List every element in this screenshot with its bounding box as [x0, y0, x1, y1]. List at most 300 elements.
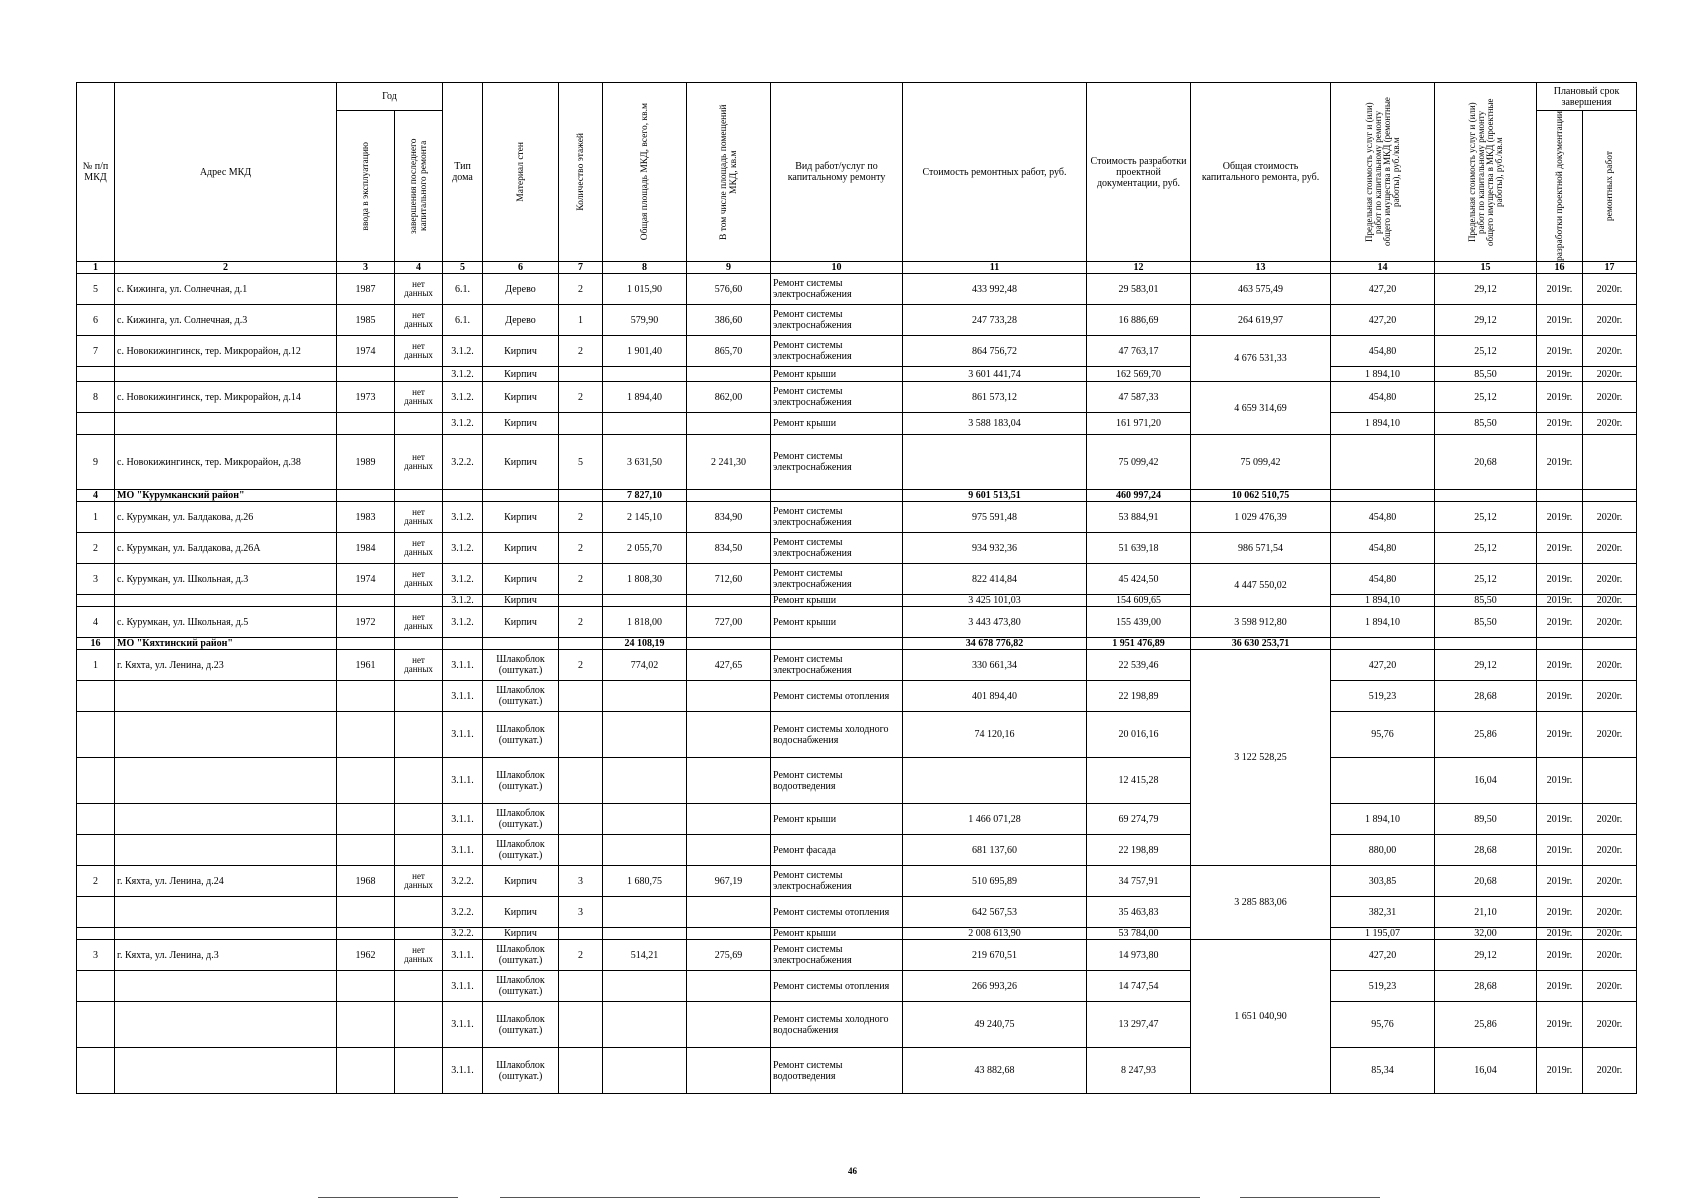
table-cell: 29,12 — [1435, 305, 1537, 336]
table-cell: 3.1.1. — [443, 835, 483, 866]
table-cell: 967,19 — [687, 866, 771, 897]
table-cell: 2020г. — [1583, 564, 1637, 595]
table-cell: Кирпич — [483, 367, 559, 382]
table-cell: 433 992,48 — [903, 274, 1087, 305]
empty-cell — [603, 413, 687, 435]
table-cell: 1974 — [337, 336, 395, 367]
table-cell: 3.1.1. — [443, 1048, 483, 1094]
footer-divider — [500, 1197, 1200, 1198]
empty-cell — [603, 712, 687, 758]
table-cell: 2 — [559, 502, 603, 533]
table-cell: 3.1.2. — [443, 382, 483, 413]
empty-cell — [687, 595, 771, 607]
header-total-cost: Общая стоимость капитального ремонта, руб. — [1191, 83, 1331, 262]
empty-cell — [559, 367, 603, 382]
table-cell: Ремонт системы электроснабжения — [771, 382, 903, 413]
table-cell: 89,50 — [1435, 804, 1537, 835]
table-cell: 7 827,10 — [603, 490, 687, 502]
table-cell: 934 932,36 — [903, 533, 1087, 564]
table-cell: 1 894,10 — [1331, 367, 1435, 382]
table-cell: 2 — [559, 274, 603, 305]
table-cell: 1 951 476,89 — [1087, 638, 1191, 650]
table-cell: 2019г. — [1537, 897, 1583, 928]
table-cell: 3.1.1. — [443, 804, 483, 835]
table-cell: 28,68 — [1435, 835, 1537, 866]
table-cell: 6.1. — [443, 305, 483, 336]
table-cell: 22 539,46 — [1087, 650, 1191, 681]
table-cell: Ремонт системы электроснабжения — [771, 336, 903, 367]
table-cell: Ремонт крыши — [771, 595, 903, 607]
table-cell: Ремонт системы электроснабжения — [771, 940, 903, 971]
table-cell: 161 971,20 — [1087, 413, 1191, 435]
empty-cell — [603, 681, 687, 712]
table-cell: 727,00 — [687, 607, 771, 638]
table-cell: 2020г. — [1583, 971, 1637, 1002]
table-cell: 2 — [559, 607, 603, 638]
table-cell: 162 569,70 — [1087, 367, 1191, 382]
table-cell: 1968 — [337, 866, 395, 897]
table-cell: 8 — [77, 382, 115, 413]
table-cell: 1 651 040,90 — [1191, 940, 1331, 1094]
empty-cell — [395, 804, 443, 835]
table-cell: 9 — [77, 435, 115, 490]
table-cell: 454,80 — [1331, 382, 1435, 413]
table-cell: 74 120,16 — [903, 712, 1087, 758]
empty-cell — [1583, 758, 1637, 804]
table-cell: 2020г. — [1583, 835, 1637, 866]
table-cell: 29,12 — [1435, 940, 1537, 971]
capital-repair-table — [76, 82, 1637, 1094]
table-cell: 4 659 314,69 — [1191, 382, 1331, 435]
table-cell: 2019г. — [1537, 382, 1583, 413]
table-cell: 53 784,00 — [1087, 928, 1191, 940]
table-cell: 69 274,79 — [1087, 804, 1191, 835]
table-cell: 3 — [337, 262, 395, 274]
table-cell: 3.1.2. — [443, 564, 483, 595]
table-cell: 3.2.2. — [443, 897, 483, 928]
empty-cell — [337, 804, 395, 835]
table-cell: 460 997,24 — [1087, 490, 1191, 502]
empty-cell — [115, 835, 337, 866]
table-cell: 95,76 — [1331, 1002, 1435, 1048]
table-cell: 154 609,65 — [1087, 595, 1191, 607]
empty-cell — [395, 835, 443, 866]
table-cell: Ремонт системы отопления — [771, 971, 903, 1002]
header-work-type: Вид работ/услуг по капитальному ремонту — [771, 83, 903, 262]
table-cell: 4 — [395, 262, 443, 274]
empty-cell — [603, 928, 687, 940]
table-cell: 2 — [559, 533, 603, 564]
table-cell: 12 — [1087, 262, 1191, 274]
table-cell: 2 — [559, 382, 603, 413]
table-cell: Кирпич — [483, 928, 559, 940]
table-cell: Шлакоблок (оштукат.) — [483, 681, 559, 712]
table-row — [77, 712, 1637, 758]
table-cell: 25,12 — [1435, 382, 1537, 413]
empty-cell — [603, 758, 687, 804]
table-cell: Шлакоблок (оштукат.) — [483, 940, 559, 971]
header-last-repair-year: завершения последнего капитального ремонта — [395, 111, 443, 262]
empty-cell — [1583, 638, 1637, 650]
empty-cell — [559, 1002, 603, 1048]
table-cell: 1 029 476,39 — [1191, 502, 1331, 533]
table-cell: 20,68 — [1435, 435, 1537, 490]
table-cell: Шлакоблок (оштукат.) — [483, 1002, 559, 1048]
empty-cell — [687, 490, 771, 502]
table-cell: 386,60 — [687, 305, 771, 336]
table-cell: 1 894,40 — [603, 382, 687, 413]
table-cell: 2020г. — [1583, 607, 1637, 638]
table-cell: 29,12 — [1435, 650, 1537, 681]
table-cell: 579,90 — [603, 305, 687, 336]
table-cell: Ремонт системы отопления — [771, 897, 903, 928]
empty-cell — [603, 1002, 687, 1048]
table-cell: 1 894,10 — [1331, 804, 1435, 835]
table-cell: 2020г. — [1583, 413, 1637, 435]
empty-cell — [115, 897, 337, 928]
table-cell: 3.1.1. — [443, 712, 483, 758]
table-cell: 34 757,91 — [1087, 866, 1191, 897]
table-row — [77, 835, 1637, 866]
empty-cell — [903, 758, 1087, 804]
table-cell: 47 763,17 — [1087, 336, 1191, 367]
table-cell: 2019г. — [1537, 595, 1583, 607]
empty-cell — [395, 490, 443, 502]
empty-cell — [77, 758, 115, 804]
table-cell: 2019г. — [1537, 712, 1583, 758]
empty-cell — [687, 1002, 771, 1048]
table-cell: 3 598 912,80 — [1191, 607, 1331, 638]
empty-cell — [337, 595, 395, 607]
table-cell: нет данных — [395, 650, 443, 681]
table-cell: 16 — [1537, 262, 1583, 274]
table-cell: 25,12 — [1435, 533, 1537, 564]
empty-cell — [603, 835, 687, 866]
empty-cell — [395, 712, 443, 758]
table-cell: 22 198,89 — [1087, 681, 1191, 712]
table-cell: 3.1.2. — [443, 336, 483, 367]
table-cell: 2020г. — [1583, 897, 1637, 928]
empty-cell — [559, 971, 603, 1002]
table-row — [77, 940, 1637, 971]
empty-cell — [337, 681, 395, 712]
table-row — [77, 595, 1637, 607]
table-cell: 2019г. — [1537, 305, 1583, 336]
empty-cell — [395, 897, 443, 928]
table-cell: Кирпич — [483, 435, 559, 490]
empty-cell — [687, 758, 771, 804]
table-cell: 2020г. — [1583, 712, 1637, 758]
table-cell: 2 — [559, 940, 603, 971]
table-cell: 454,80 — [1331, 336, 1435, 367]
table-cell: 2020г. — [1583, 940, 1637, 971]
empty-cell — [115, 367, 337, 382]
table-cell: 862,00 — [687, 382, 771, 413]
table-cell: 3 — [559, 866, 603, 897]
table-cell: 13 — [1191, 262, 1331, 274]
table-cell: 10 — [771, 262, 903, 274]
table-cell: Ремонт системы холодного водоснабжения — [771, 712, 903, 758]
subtotal-row — [77, 490, 1637, 502]
table-cell: нет данных — [395, 382, 443, 413]
table-cell: 1983 — [337, 502, 395, 533]
table-cell: Ремонт системы электроснабжения — [771, 533, 903, 564]
empty-cell — [395, 681, 443, 712]
header-total-area: Общая площадь МКД, всего, кв.м — [603, 83, 687, 262]
table-cell: Ремонт крыши — [771, 928, 903, 940]
table-cell: Ремонт системы водоотведения — [771, 1048, 903, 1094]
table-cell: Кирпич — [483, 897, 559, 928]
table-cell: 2019г. — [1537, 413, 1583, 435]
table-cell: 3.1.2. — [443, 533, 483, 564]
empty-cell — [903, 435, 1087, 490]
empty-cell — [559, 835, 603, 866]
table-cell: 20,68 — [1435, 866, 1537, 897]
empty-cell — [77, 681, 115, 712]
table-cell: с. Курумкан, ул. Балдакова, д.26 — [115, 502, 337, 533]
table-cell: с. Новокижингинск, тер. Микрорайон, д.14 — [115, 382, 337, 413]
table-cell: 2019г. — [1537, 1002, 1583, 1048]
table-cell: 1974 — [337, 564, 395, 595]
table-cell: 986 571,54 — [1191, 533, 1331, 564]
empty-cell — [1583, 435, 1637, 490]
table-cell: 11 — [903, 262, 1087, 274]
table-cell: 16 — [77, 638, 115, 650]
table-row — [77, 1002, 1637, 1048]
empty-cell — [77, 1002, 115, 1048]
table-row — [77, 804, 1637, 835]
table-cell: Кирпич — [483, 502, 559, 533]
table-cell: 12 415,28 — [1087, 758, 1191, 804]
table-cell: 5 — [77, 274, 115, 305]
table-cell: 2019г. — [1537, 650, 1583, 681]
table-cell: 2020г. — [1583, 1048, 1637, 1094]
empty-cell — [603, 897, 687, 928]
header-plan-group: Плановый срок завершения — [1537, 83, 1637, 111]
empty-cell — [687, 638, 771, 650]
table-cell: 3.1.1. — [443, 681, 483, 712]
table-cell: 16 886,69 — [1087, 305, 1191, 336]
table-cell: 2019г. — [1537, 435, 1583, 490]
table-cell: с. Кижинга, ул. Солнечная, д.3 — [115, 305, 337, 336]
table-cell: нет данных — [395, 305, 443, 336]
table-cell: Кирпич — [483, 533, 559, 564]
table-cell: 75 099,42 — [1191, 435, 1331, 490]
table-cell: 2020г. — [1583, 595, 1637, 607]
table-cell: 3.1.1. — [443, 650, 483, 681]
table-cell: 34 678 776,82 — [903, 638, 1087, 650]
table-cell: 6 — [483, 262, 559, 274]
table-cell: г. Кяхта, ул. Ленина, д.3 — [115, 940, 337, 971]
table-cell: Шлакоблок (оштукат.) — [483, 1048, 559, 1094]
table-cell: 29 583,01 — [1087, 274, 1191, 305]
empty-cell — [1331, 758, 1435, 804]
empty-cell — [1583, 490, 1637, 502]
table-cell: Шлакоблок (оштукат.) — [483, 804, 559, 835]
table-cell: 1989 — [337, 435, 395, 490]
table-cell: 2 — [77, 533, 115, 564]
table-cell: 9 601 513,51 — [903, 490, 1087, 502]
empty-cell — [1435, 638, 1537, 650]
empty-cell — [1331, 638, 1435, 650]
table-cell: Кирпич — [483, 607, 559, 638]
table-cell: 3 425 101,03 — [903, 595, 1087, 607]
table-cell: 1 808,30 — [603, 564, 687, 595]
empty-cell — [115, 758, 337, 804]
empty-cell — [115, 595, 337, 607]
empty-cell — [443, 490, 483, 502]
empty-cell — [559, 804, 603, 835]
table-cell: 519,23 — [1331, 681, 1435, 712]
table-cell: 427,20 — [1331, 940, 1435, 971]
table-cell: нет данных — [395, 336, 443, 367]
table-cell: 3 122 528,25 — [1191, 650, 1331, 866]
table-cell: Ремонт системы водоотведения — [771, 758, 903, 804]
table-cell: Кирпич — [483, 564, 559, 595]
empty-cell — [115, 712, 337, 758]
table-cell: 3.2.2. — [443, 928, 483, 940]
table-cell: 1 015,90 — [603, 274, 687, 305]
header-plan-repair: ремонтных работ — [1583, 111, 1637, 262]
table-cell: 1985 — [337, 305, 395, 336]
table-cell: 642 567,53 — [903, 897, 1087, 928]
table-cell: Шлакоблок (оштукат.) — [483, 758, 559, 804]
empty-cell — [115, 1048, 337, 1094]
empty-cell — [395, 413, 443, 435]
table-cell: нет данных — [395, 866, 443, 897]
table-cell: 49 240,75 — [903, 1002, 1087, 1048]
table-cell: 2 008 613,90 — [903, 928, 1087, 940]
header-limit-design: Предельная стоимость услуг и (или) работ по капитальному ремонту общего имущества в МКД (проектные работы), руб./кв.м — [1435, 83, 1537, 262]
empty-cell — [687, 804, 771, 835]
table-cell: 6 — [77, 305, 115, 336]
empty-cell — [603, 595, 687, 607]
empty-cell — [337, 712, 395, 758]
table-cell: 247 733,28 — [903, 305, 1087, 336]
table-cell: 7 — [559, 262, 603, 274]
empty-cell — [77, 1048, 115, 1094]
table-cell: 2019г. — [1537, 1048, 1583, 1094]
table-cell: 865,70 — [687, 336, 771, 367]
table-cell: 85,50 — [1435, 413, 1537, 435]
table-cell: 14 747,54 — [1087, 971, 1191, 1002]
empty-cell — [687, 413, 771, 435]
empty-cell — [687, 897, 771, 928]
table-cell: 861 573,12 — [903, 382, 1087, 413]
table-cell: 4 — [77, 607, 115, 638]
header-floors: Количество этажей — [559, 83, 603, 262]
table-cell: с. Новокижингинск, тер. Микрорайон, д.38 — [115, 435, 337, 490]
empty-cell — [559, 758, 603, 804]
empty-cell — [483, 490, 559, 502]
table-cell: 7 — [77, 336, 115, 367]
table-cell: 28,68 — [1435, 681, 1537, 712]
table-cell: 2020г. — [1583, 804, 1637, 835]
empty-cell — [337, 971, 395, 1002]
table-cell: 2020г. — [1583, 274, 1637, 305]
table-cell: 1984 — [337, 533, 395, 564]
table-cell: 20 016,16 — [1087, 712, 1191, 758]
empty-cell — [1435, 490, 1537, 502]
table-cell: 454,80 — [1331, 564, 1435, 595]
empty-cell — [559, 1048, 603, 1094]
table-cell: 3.1.1. — [443, 758, 483, 804]
table-cell: 1 894,10 — [1331, 607, 1435, 638]
header-number: № п/п МКД — [77, 83, 115, 262]
table-row — [77, 382, 1637, 413]
table-cell: 834,90 — [687, 502, 771, 533]
table-cell: 95,76 — [1331, 712, 1435, 758]
table-row — [77, 928, 1637, 940]
table-cell: 427,20 — [1331, 305, 1435, 336]
empty-cell — [115, 681, 337, 712]
table-cell: Ремонт системы электроснабжения — [771, 502, 903, 533]
empty-cell — [77, 928, 115, 940]
header-house-type: Тип дома — [443, 83, 483, 262]
table-cell: МО "Курумканский район" — [115, 490, 337, 502]
table-cell: г. Кяхта, ул. Ленина, д.23 — [115, 650, 337, 681]
table-cell: 2020г. — [1583, 305, 1637, 336]
table-cell: 1973 — [337, 382, 395, 413]
empty-cell — [559, 490, 603, 502]
empty-cell — [395, 367, 443, 382]
table-cell: 2020г. — [1583, 336, 1637, 367]
table-cell: 8 247,93 — [1087, 1048, 1191, 1094]
empty-cell — [559, 928, 603, 940]
empty-cell — [77, 897, 115, 928]
empty-cell — [77, 413, 115, 435]
table-cell: 9 — [687, 262, 771, 274]
table-cell: 2 145,10 — [603, 502, 687, 533]
table-cell: 25,12 — [1435, 502, 1537, 533]
table-cell: 85,50 — [1435, 367, 1537, 382]
empty-cell — [77, 595, 115, 607]
table-cell: с. Курумкан, ул. Школьная, д.3 — [115, 564, 337, 595]
empty-cell — [1537, 638, 1583, 650]
table-cell: с. Курумкан, ул. Школьная, д.5 — [115, 607, 337, 638]
empty-cell — [395, 1048, 443, 1094]
table-cell: 3 443 473,80 — [903, 607, 1087, 638]
empty-cell — [337, 758, 395, 804]
empty-cell — [603, 804, 687, 835]
table-cell: нет данных — [395, 940, 443, 971]
table-cell: Шлакоблок (оштукат.) — [483, 835, 559, 866]
table-cell: 22 198,89 — [1087, 835, 1191, 866]
table-cell: 2 055,70 — [603, 533, 687, 564]
empty-cell — [337, 490, 395, 502]
table-cell: 2019г. — [1537, 367, 1583, 382]
table-cell: 1 195,07 — [1331, 928, 1435, 940]
table-cell: 681 137,60 — [903, 835, 1087, 866]
table-cell: 3 631,50 — [603, 435, 687, 490]
table-cell: 1 894,10 — [1331, 413, 1435, 435]
empty-cell — [687, 928, 771, 940]
table-row — [77, 564, 1637, 595]
table-cell: 1 680,75 — [603, 866, 687, 897]
table-cell: 45 424,50 — [1087, 564, 1191, 595]
header-limit-repair: Предельная стоимость услуг и (или) работ по капитальному ремонту общего имущества в МКД (ремонтные работы), руб./кв.м — [1331, 83, 1435, 262]
table-cell: Шлакоблок (оштукат.) — [483, 712, 559, 758]
table-cell: 32,00 — [1435, 928, 1537, 940]
table-cell: 975 591,48 — [903, 502, 1087, 533]
table-cell: 2019г. — [1537, 533, 1583, 564]
empty-cell — [115, 804, 337, 835]
table-cell: 1987 — [337, 274, 395, 305]
table-cell: 303,85 — [1331, 866, 1435, 897]
table-cell: 2020г. — [1583, 681, 1637, 712]
table-cell: 712,60 — [687, 564, 771, 595]
table-cell: 29,12 — [1435, 274, 1537, 305]
